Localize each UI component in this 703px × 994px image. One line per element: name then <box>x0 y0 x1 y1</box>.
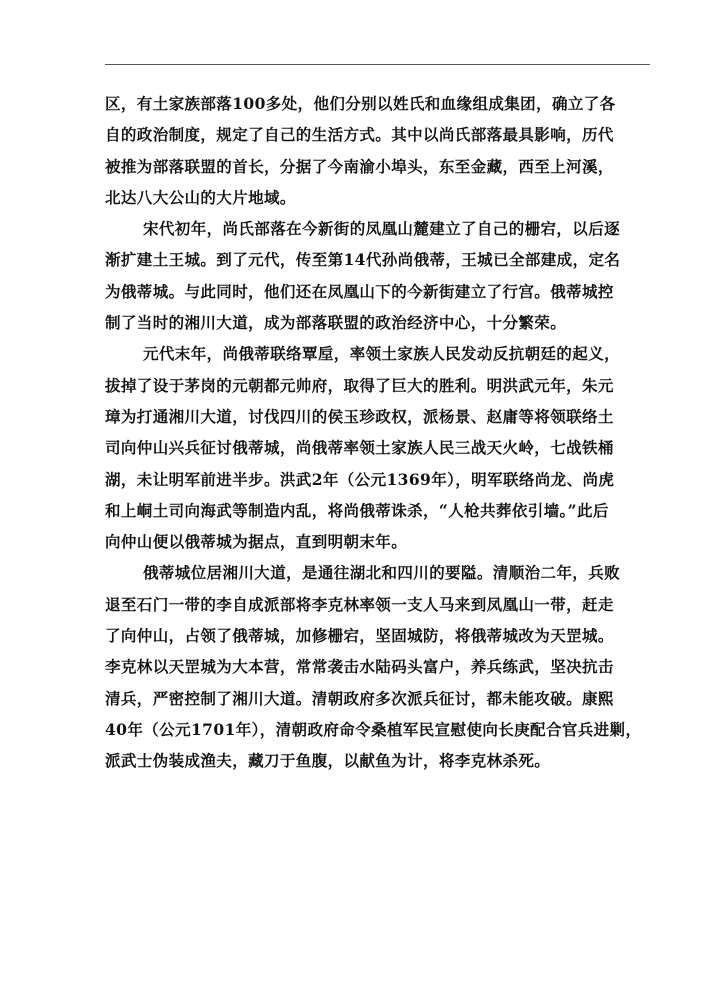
text-line: 派武士伪装成渔夫，藏刀于鱼腹，以献鱼为计，将李克林杀死。 <box>105 751 551 771</box>
header-rule <box>105 64 650 65</box>
text-line: 北达八大公山的大片地域。 <box>105 187 296 207</box>
text-line: 元代末年，尚俄蒂联络覃垕，率领土家族人民发动反抗朝廷的起义， <box>143 344 621 364</box>
text-line: 向仲山便以俄蒂城为据点，直到明朝末年。 <box>105 532 408 552</box>
text-line: 湖，未让明军前进半步。洪武2年（公元1369年），明军联络尚龙、尚虎 <box>105 469 615 489</box>
text-line: 清兵，严密控制了湘川大道。清朝政府多次派兵征讨，都未能攻破。康熙 <box>105 688 614 708</box>
text-line: 了向仲山，占领了俄蒂城，加修栅宕，坚固城防，将俄蒂城改为天罡城。 <box>105 626 614 646</box>
text-line: 40年（公元1701年），清朝政府命令桑植军民宣慰使向长庚配合官兵进剿， <box>105 719 642 739</box>
text-line: 自的政治制度，规定了自己的生活方式。其中以尚氏部落最具影响，历代 <box>105 125 614 145</box>
text-line: 拔掉了设于茅岗的元朝都元帅府，取得了巨大的胜利。明洪武元年，朱元 <box>105 375 614 395</box>
text-line: 为俄蒂城。与此同时，他们还在凤凰山下的今新街建立了行宫。俄蒂城控 <box>105 281 614 301</box>
text-line: 璋为打通湘川大道，讨伐四川的侯玉珍政权，派杨景、赵庸等将领联络土 <box>105 406 614 426</box>
text-line: 渐扩建土王城。到了元代，传至第14代孙尚俄蒂，王城已全部建成，定名 <box>105 250 621 270</box>
text-line: 退至石门一带的李自成派部将李克林率领一支人马来到凤凰山一带，赶走 <box>105 594 614 614</box>
text-line: 和上峒土司向海武等制造内乱，将尚俄蒂诛杀，“人枪共葬依引墙。”此后 <box>105 500 609 520</box>
text-line: 被推为部落联盟的首长，分据了今南渝小埠头，东至金藏，西至上河溪， <box>105 156 614 176</box>
body-text <box>105 88 653 777</box>
text-line: 区，有土家族部落100多处，他们分别以姓氏和血缘组成集团，确立了各 <box>105 94 616 113</box>
text-line: 俄蒂城位居湘川大道，是通往湖北和四川的要隘。清顺治二年，兵败 <box>143 563 621 583</box>
text-line: 制了当时的湘川大道，成为部落联盟的政治经济中心，十分繁荣。 <box>105 313 567 333</box>
text-line: 宋代初年，尚氏部落在今新街的凤凰山麓建立了自己的栅宕，以后逐 <box>143 219 621 239</box>
text-line: 司向仲山兴兵征讨俄蒂城，尚俄蒂率领土家族人民三战天火岭，七战铁桶 <box>105 438 614 458</box>
text-line: 李克林以天罡城为大本营，常常袭击水陆码头富户，养兵练武，坚决抗击 <box>105 657 614 677</box>
